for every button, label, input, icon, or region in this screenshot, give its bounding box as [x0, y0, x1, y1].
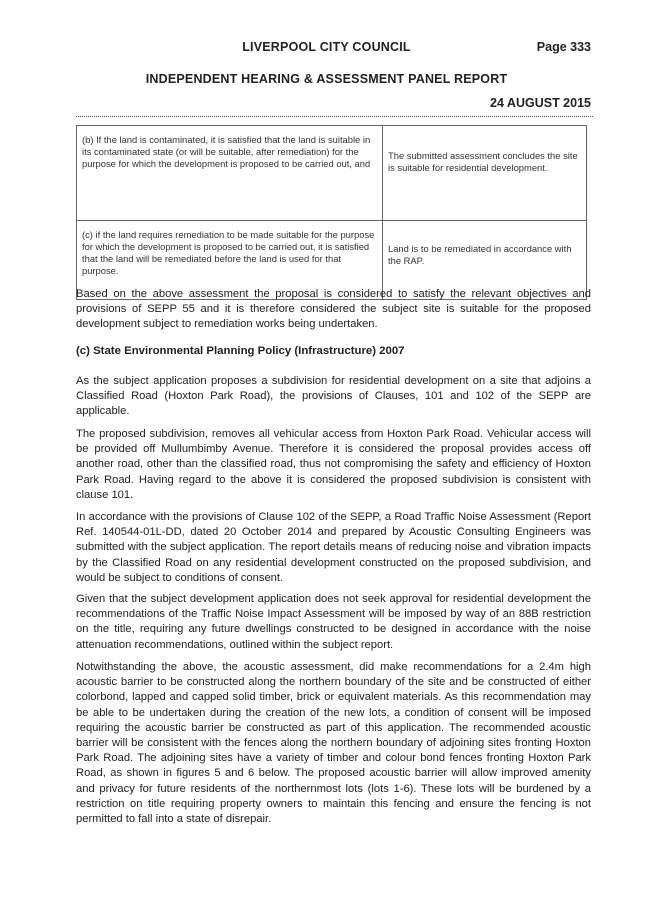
section-heading: (c) State Environmental Planning Policy (Infrastructure) 2007	[76, 345, 405, 357]
paragraph-classified-road	[76, 374, 591, 420]
paragraph-text: Given that the subject development application does not seek approval for residential development the recommendations of the Traffic Noise Impact Assessment will be imposed by way of an 88B restriction on the title, requiring any future dwellings constructed to be designed in accordance with the noise attenuation recommendations, outlined within the subject report.	[76, 593, 591, 651]
paragraph-sepp55-conclusion	[76, 287, 591, 333]
paragraph-text: The proposed subdivision, removes all vehicular access from Hoxton Park Road. Vehicular access will be provided off Mullumbimby Avenue. Therefore it is considered the proposal provides access off another road, other than the classified road, thus not compromising the safety and efficiency of Hoxton Park Road. Having regard to the above it is considered the proposed subdivision is consistent with clause 101.	[76, 428, 591, 501]
criterion-cell: (c) if the land requires remediation to be made suitable for the purpose for which the development is proposed to be carried out, it is satisfied that the land will be remediated before the land is used for that purpose.	[77, 221, 383, 300]
paragraph-text: Notwithstanding the above, the acoustic assessment, did make recommendations for a 2.4m high acoustic barrier to be constructed along the northern boundary of the site and be constructed of either colorbond, lapped and capped solid timber, brick or equivalent materials. As this recommendation may be able to be undertaken during the creation of the new lots, a condition of consent will be imposed requiring the acoustic barrier be constructed as part of this application. The recommended acoustic barrier will be consistent with the fences along the northern boundary of adjoining sites fronting Hoxton Park Road. The adjoining sites have a variety of timber and colour bond fences fronting Hoxton Park Road, as shown in figures 5 and 6 below. The proposed acoustic barrier will allow improved amenity and privacy for future residents of the northernmost lots (lots 1-6). These lots will be burdened by a restriction on title requiring property owners to maintain this fencing and ensure the fencing is not permitted to fall into a state of disrepair.	[76, 661, 591, 826]
report-title: INDEPENDENT HEARING & ASSESSMENT PANEL REPORT	[145, 72, 508, 86]
criteria-table	[76, 125, 587, 300]
paragraph-text: In accordance with the provisions of Clause 102 of the SEPP, a Road Traffic Noise Assessment (Report Ref. 140544-01L-DD, dated 20 October 2014 and prepared by Acoustic Consulting Engineers was submitted with the subject application. The report details means of reducing noise and vibration impacts by the Classified Road on any residential development constructed on the proposed subdivision, and would be subject to conditions of consent.	[76, 511, 591, 584]
council-name: LIVERPOOL CITY COUNCIL	[242, 40, 411, 54]
paragraph-acoustic-barrier	[76, 660, 591, 827]
header-divider	[76, 116, 593, 117]
criterion-cell: (b) If the land is contaminated, it is satisfied that the land is suitable in its contaminated state (or will be suitable, after remediation) for the purpose for which the development is proposed to be carried out, and	[77, 126, 383, 221]
paragraph-noise-assessment	[76, 510, 591, 586]
paragraph-88b-restriction	[76, 592, 591, 653]
response-cell: Land is to be remediated in accordance with the RAP.	[383, 221, 587, 300]
report-date: 24 AUGUST 2015	[490, 96, 591, 110]
paragraph-text: As the subject application proposes a subdivision for residential development on a site that adjoins a Classified Road (Hoxton Park Road), the provisions of Clauses, 101 and 102 of the SEPP are applicable.	[76, 375, 591, 418]
paragraph-text: Based on the above assessment the proposal is considered to satisfy the relevant objectives and provisions of SEPP 55 and it is therefore considered the subject site is suitable for the proposed development subject to remediation works being undertaken.	[76, 288, 591, 331]
paragraph-vehicular-access	[76, 427, 591, 503]
response-cell: The submitted assessment concludes the site is suitable for residential development.	[383, 126, 587, 221]
page-number: Page 333	[536, 40, 591, 54]
table-row	[77, 126, 587, 221]
